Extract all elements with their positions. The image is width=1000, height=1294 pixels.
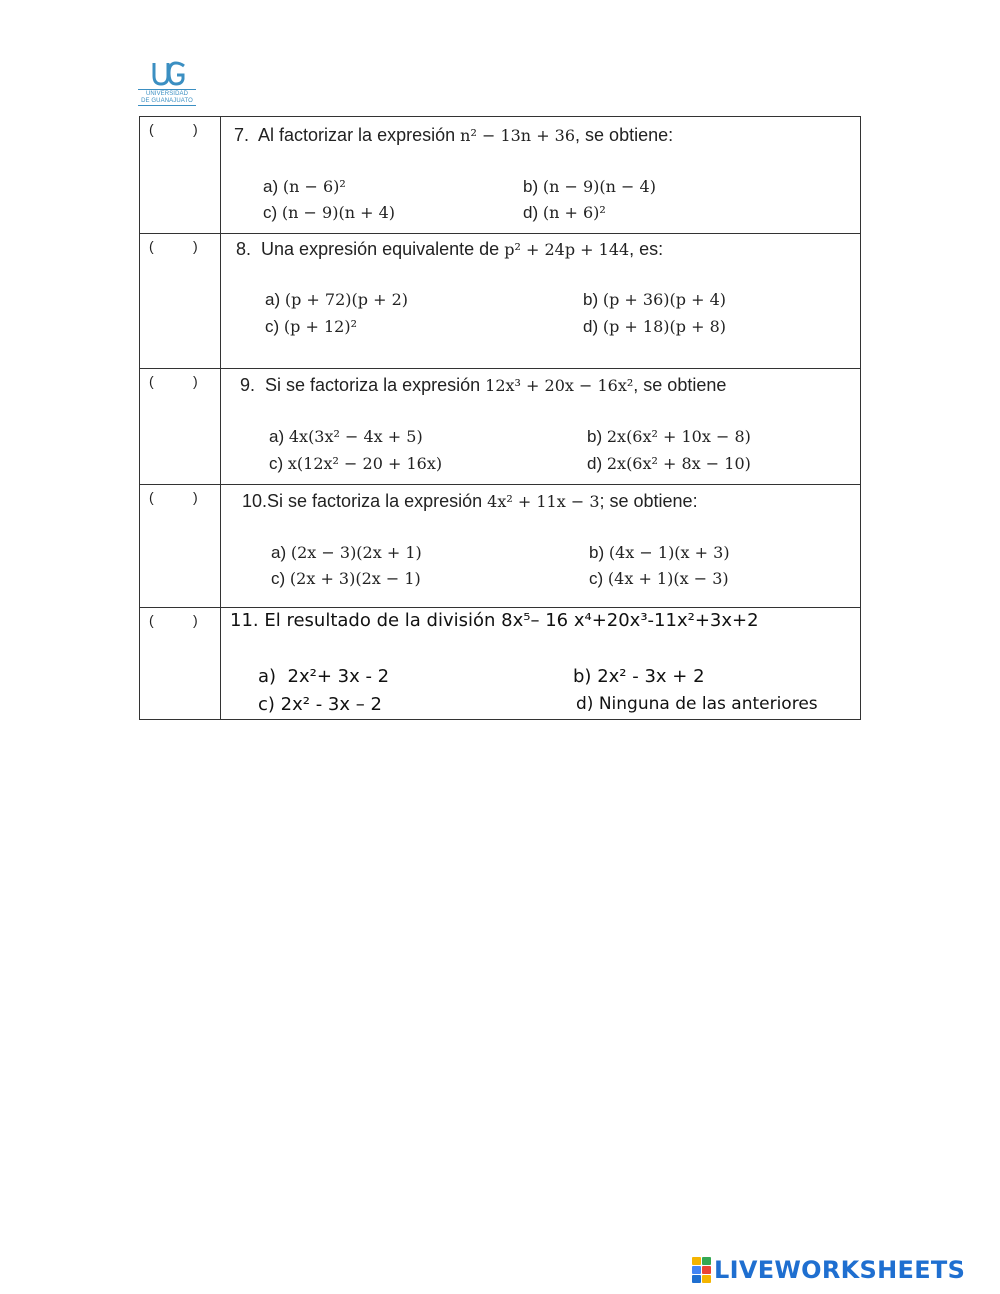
question-text: El resultado de la división 8x⁵– 16 x⁴+20x³-11x²+3x+2 [264, 610, 759, 631]
question-text-after: ; se obtiene: [599, 491, 698, 511]
question-cell [221, 608, 861, 720]
option-c: c) (n − 9)(n + 4) [263, 203, 395, 222]
liveworksheets-watermark[interactable] [692, 1256, 965, 1284]
option-d: d) (n + 6)² [523, 203, 606, 222]
watermark-text: LIVEWORKSHEETS [714, 1256, 966, 1284]
question-row [140, 608, 861, 720]
question-expression: 12x³ + 20x − 16x² [485, 376, 634, 395]
option-c: c) (2x + 3)(2x − 1) [271, 569, 421, 588]
question-expression: 4x² + 11x − 3 [487, 492, 600, 511]
question-text: Al factorizar la expresión [258, 125, 456, 145]
answer-open-paren: ( [149, 238, 154, 254]
option-b: b) 2x² - 3x + 2 [573, 666, 705, 687]
answer-box[interactable] [140, 608, 221, 720]
mark-square [702, 1266, 711, 1274]
option-d: d) Ninguna de las anteriores [576, 694, 818, 714]
option-a: a) (2x − 3)(2x + 1) [271, 543, 422, 562]
question-cell [221, 485, 861, 608]
logo-line-1: UNIVERSIDAD [138, 89, 196, 98]
question-number: 8. [236, 239, 252, 259]
option-d: c) (4x + 1)(x − 3) [589, 569, 729, 588]
option-c: c) 2x² - 3x – 2 [258, 694, 382, 715]
answer-close-paren: ) [193, 612, 198, 628]
question-text: Una expresión equivalente de [261, 239, 500, 259]
question-expression: n² − 13n + 36 [460, 126, 576, 145]
answer-box[interactable] [140, 234, 221, 369]
question-text-after: , es: [629, 239, 664, 259]
mark-square [692, 1257, 701, 1265]
liveworksheets-logo-icon [692, 1257, 711, 1283]
question-stem [242, 491, 698, 512]
answer-box[interactable] [140, 485, 221, 608]
question-stem [230, 610, 759, 631]
answer-close-paren: ) [193, 238, 198, 254]
question-row [140, 485, 861, 608]
mark-square [702, 1257, 711, 1265]
question-stem [240, 375, 726, 396]
answer-open-paren: ( [149, 489, 154, 505]
university-logo [138, 60, 200, 104]
question-text: Si se factoriza la expresión [265, 375, 481, 395]
answer-open-paren: ( [149, 373, 154, 389]
answer-box[interactable] [140, 117, 221, 234]
option-b: b) (p + 36)(p + 4) [583, 290, 727, 309]
question-row [140, 369, 861, 485]
question-text-after: , se obtiene: [575, 125, 674, 145]
question-number: 7. [234, 125, 250, 145]
question-stem [236, 239, 663, 260]
question-number: 10. [242, 491, 268, 511]
quiz-table [139, 116, 861, 720]
mark-square [692, 1275, 701, 1283]
question-cell [221, 369, 861, 485]
option-b: b) (n − 9)(n − 4) [523, 177, 656, 196]
option-c: c) (p + 12)² [265, 317, 357, 336]
answer-close-paren: ) [193, 121, 198, 137]
answer-open-paren: ( [149, 612, 154, 628]
option-d: d) 2x(6x² + 8x − 10) [587, 454, 751, 473]
mark-square [692, 1266, 701, 1274]
answer-close-paren: ) [193, 489, 198, 505]
option-a: a) (p + 72)(p + 2) [265, 290, 409, 309]
question-row [140, 234, 861, 369]
mark-square [702, 1275, 711, 1283]
question-expression: p² + 24p + 144 [504, 240, 630, 259]
option-a: a) 2x²+ 3x - 2 [258, 666, 390, 687]
question-stem [234, 125, 673, 146]
answer-close-paren: ) [193, 373, 198, 389]
option-a: a) (n − 6)² [263, 177, 346, 196]
question-number: 9. [240, 375, 256, 395]
question-cell [221, 234, 861, 369]
option-d: d) (p + 18)(p + 8) [583, 317, 727, 336]
question-cell [221, 117, 861, 234]
answer-open-paren: ( [149, 121, 154, 137]
option-c: c) x(12x² − 20 + 16x) [269, 454, 443, 473]
option-b: b) 2x(6x² + 10x − 8) [587, 427, 751, 446]
answer-box[interactable] [140, 369, 221, 485]
question-number: 11. [230, 610, 259, 631]
question-text-after: , se obtiene [633, 375, 727, 395]
question-row [140, 117, 861, 234]
question-text: Si se factoriza la expresión [267, 491, 483, 511]
option-a: a) 4x(3x² − 4x + 5) [269, 427, 423, 446]
ug-monogram-icon [138, 60, 196, 88]
logo-line-2: DE GUANAJUATO [138, 98, 196, 106]
option-b: b) (4x − 1)(x + 3) [589, 543, 730, 562]
